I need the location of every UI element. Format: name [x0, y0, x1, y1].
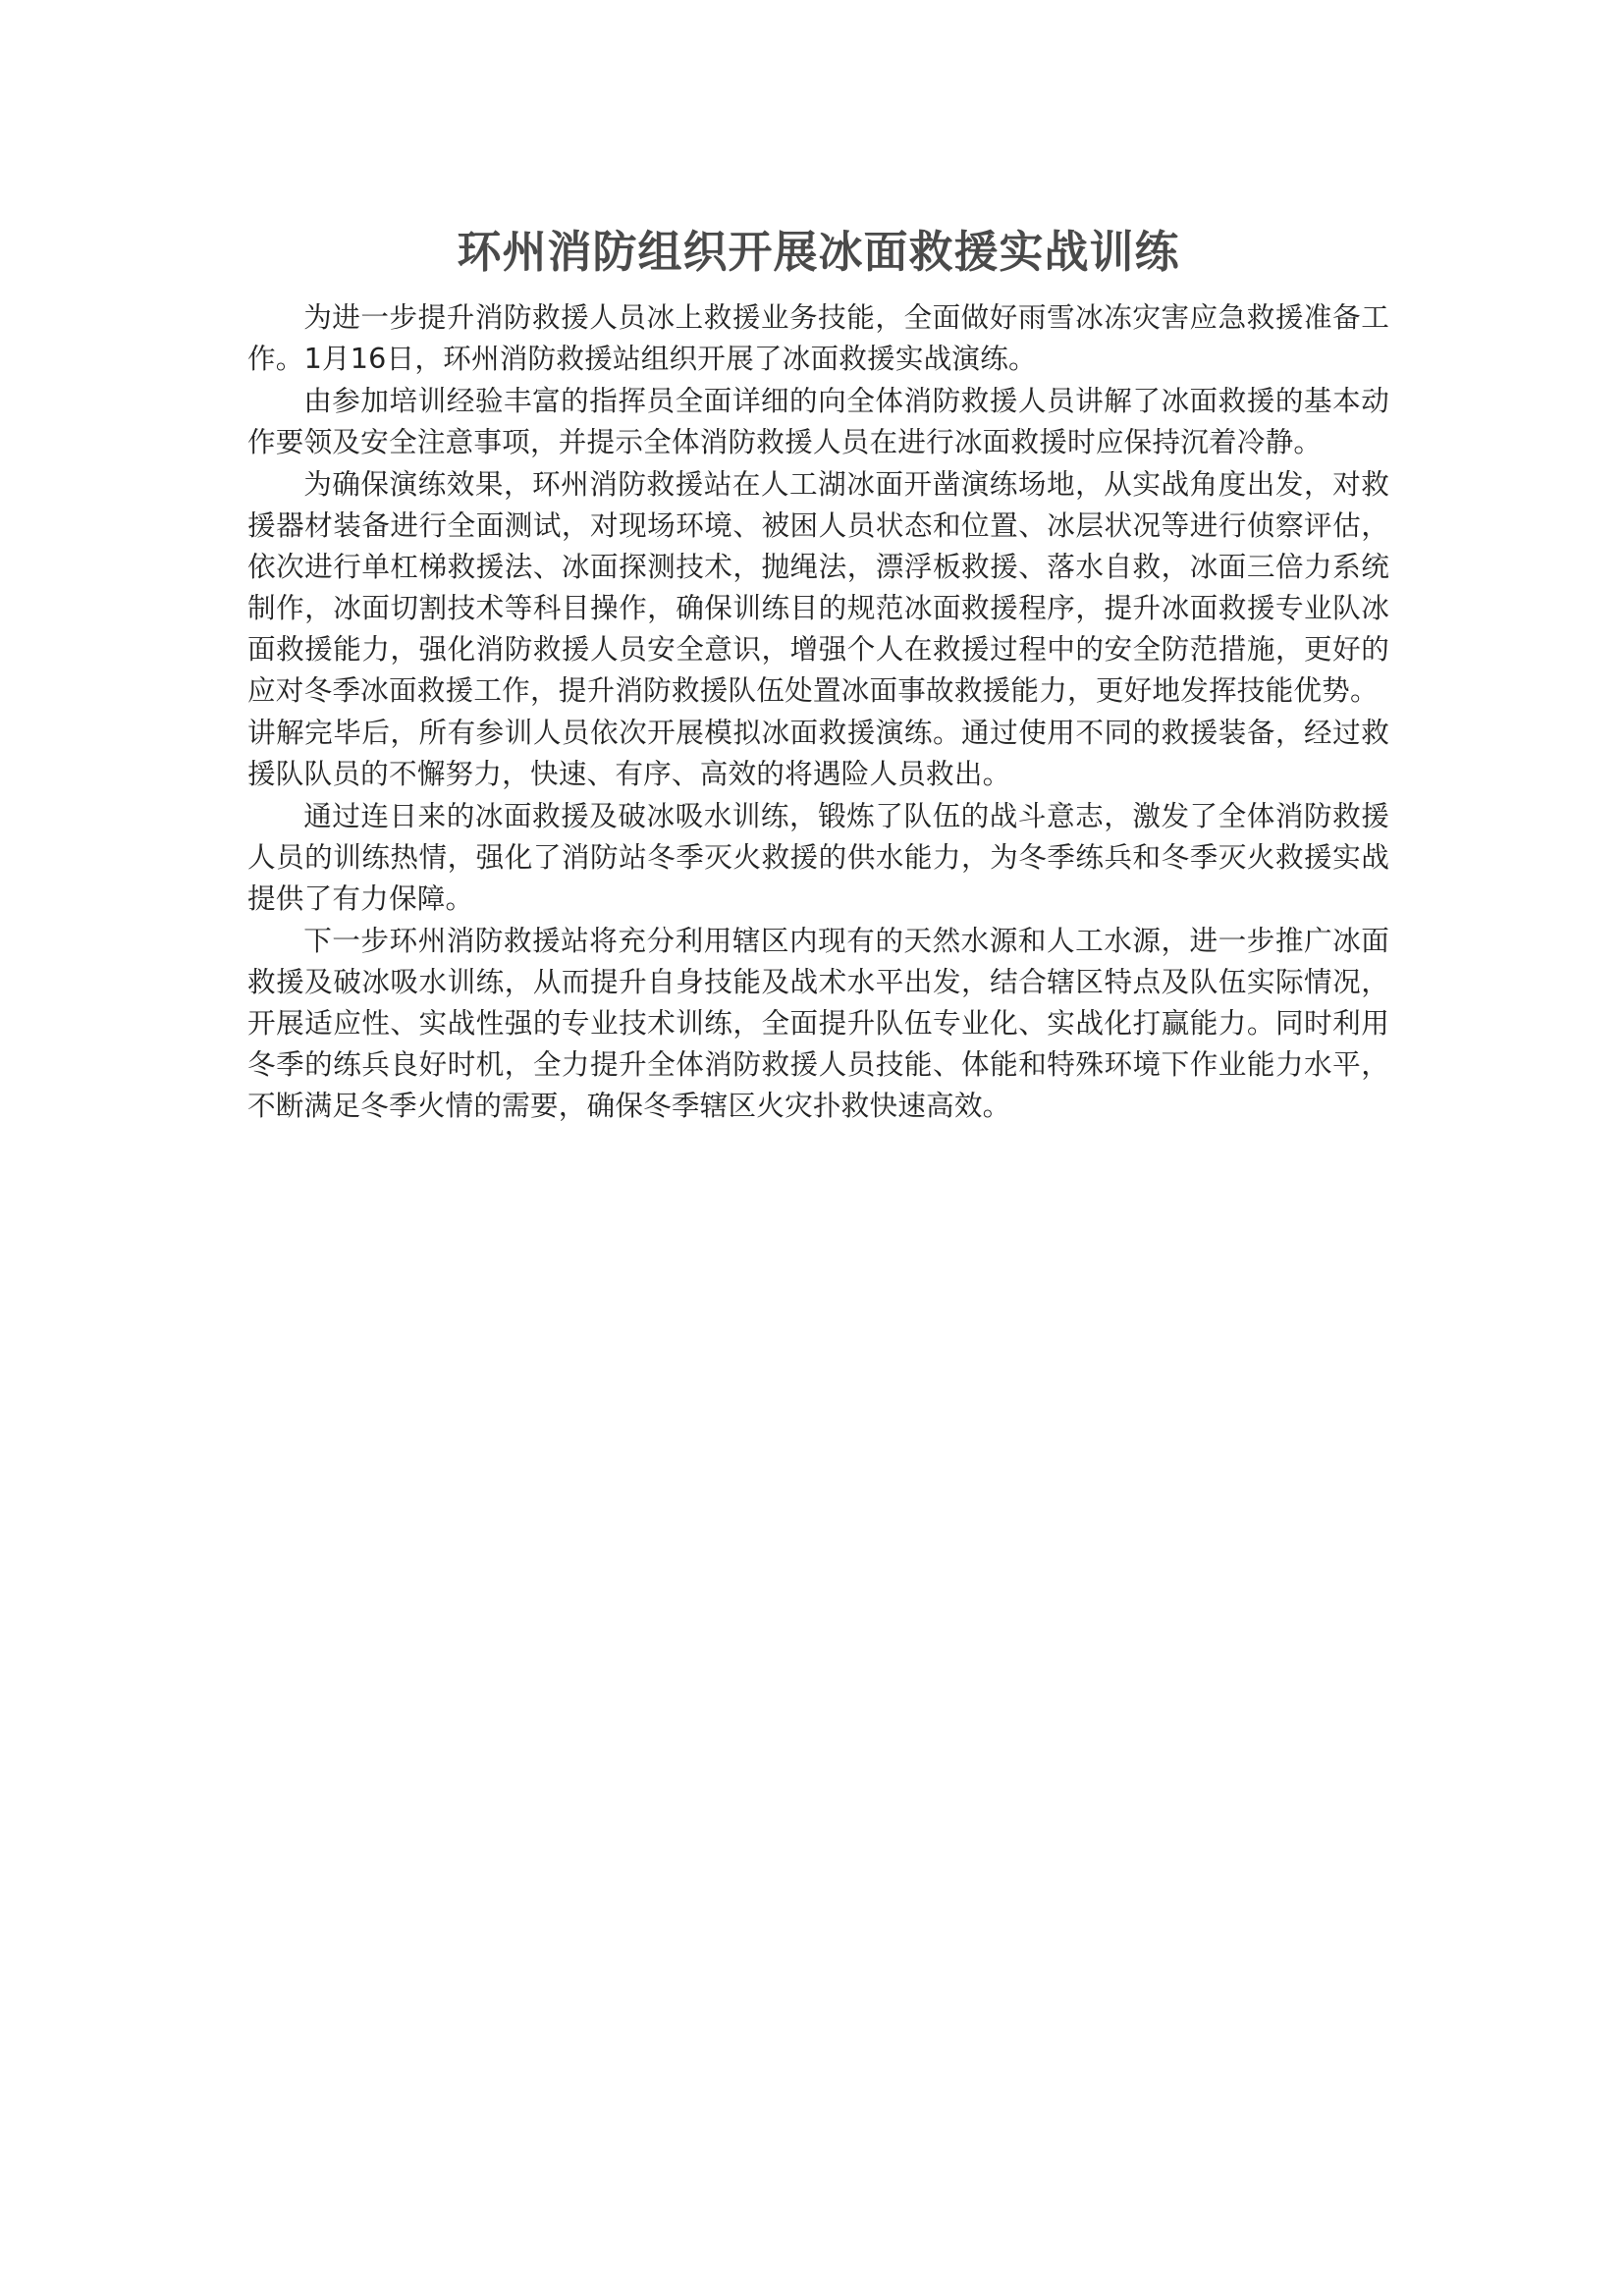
paragraph-briefing: 由参加培训经验丰富的指挥员全面详细的向全体消防救援人员讲解了冰面救援的基本动作要领及安全注意事项，并提示全体消防救援人员在进行冰面救援时应保持沉着冷静。 — [247, 384, 1389, 458]
paragraph-drill-details: 为确保演练效果，环州消防救援站在人工湖冰面开凿演练场地，从实战角度出发，对救援器材装备进行全面测试，对现场环境、被困人员状态和位置、冰层状况等进行侦察评估，依次进行单杠梯救援法、冰面探测技术，抛绳法，漂浮板救援、落水自救，冰面三倍力系统制作，冰面切割技术等科目操作，确保训练目的规范冰面救援程序，提升冰面救援专业队冰面救援能力，强化消防救援人员安全意识，增强个人在救援过程中的安全防范措施，更好的应对冬季冰面救援工作，提升消防救援队伍处置冰面事故救援能力，更好地发挥技能优势。 — [247, 467, 1389, 707]
document-body — [247, 296, 1389, 1126]
paragraph-next-steps: 下一步环州消防救援站将充分利用辖区内现有的天然水源和人工水源，进一步推广冰面救援及破冰吸水训练，从而提升自身技能及战术水平出发，结合辖区特点及队伍实际情况，开展适应性、实战性强的专业技术训练，全面提升队伍专业化、实战化打赢能力。同时利用冬季的练兵良好时机，全力提升全体消防救援人员技能、体能和特殊环境下作业能力水平，不断满足冬季火情的需要，确保冬季辖区火灾扑救快速高效。 — [247, 924, 1389, 1122]
paragraph-results: 通过连日来的冰面救援及破冰吸水训练，锻炼了队伍的战斗意志，激发了全体消防救援人员的训练热情，强化了消防站冬季灭火救援的供水能力，为冬季练兵和冬季灭火救援实战提供了有力保障。 — [247, 799, 1389, 915]
paragraph-simulation: 讲解完毕后，所有参训人员依次开展模拟冰面救援演练。通过使用不同的救援装备，经过救援队队员的不懈努力，快速、有序、高效的将遇险人员救出。 — [247, 716, 1389, 790]
document-title: 环州消防组织开展冰面救援实战训练 — [457, 226, 1180, 278]
paragraph-intro: 为进一步提升消防救援人员冰上救援业务技能，全面做好雨雪冰冻灾害应急救援准备工作。1月16日，环州消防救援站组织开展了冰面救援实战演练。 — [247, 300, 1389, 375]
document-page — [247, 218, 1389, 1127]
